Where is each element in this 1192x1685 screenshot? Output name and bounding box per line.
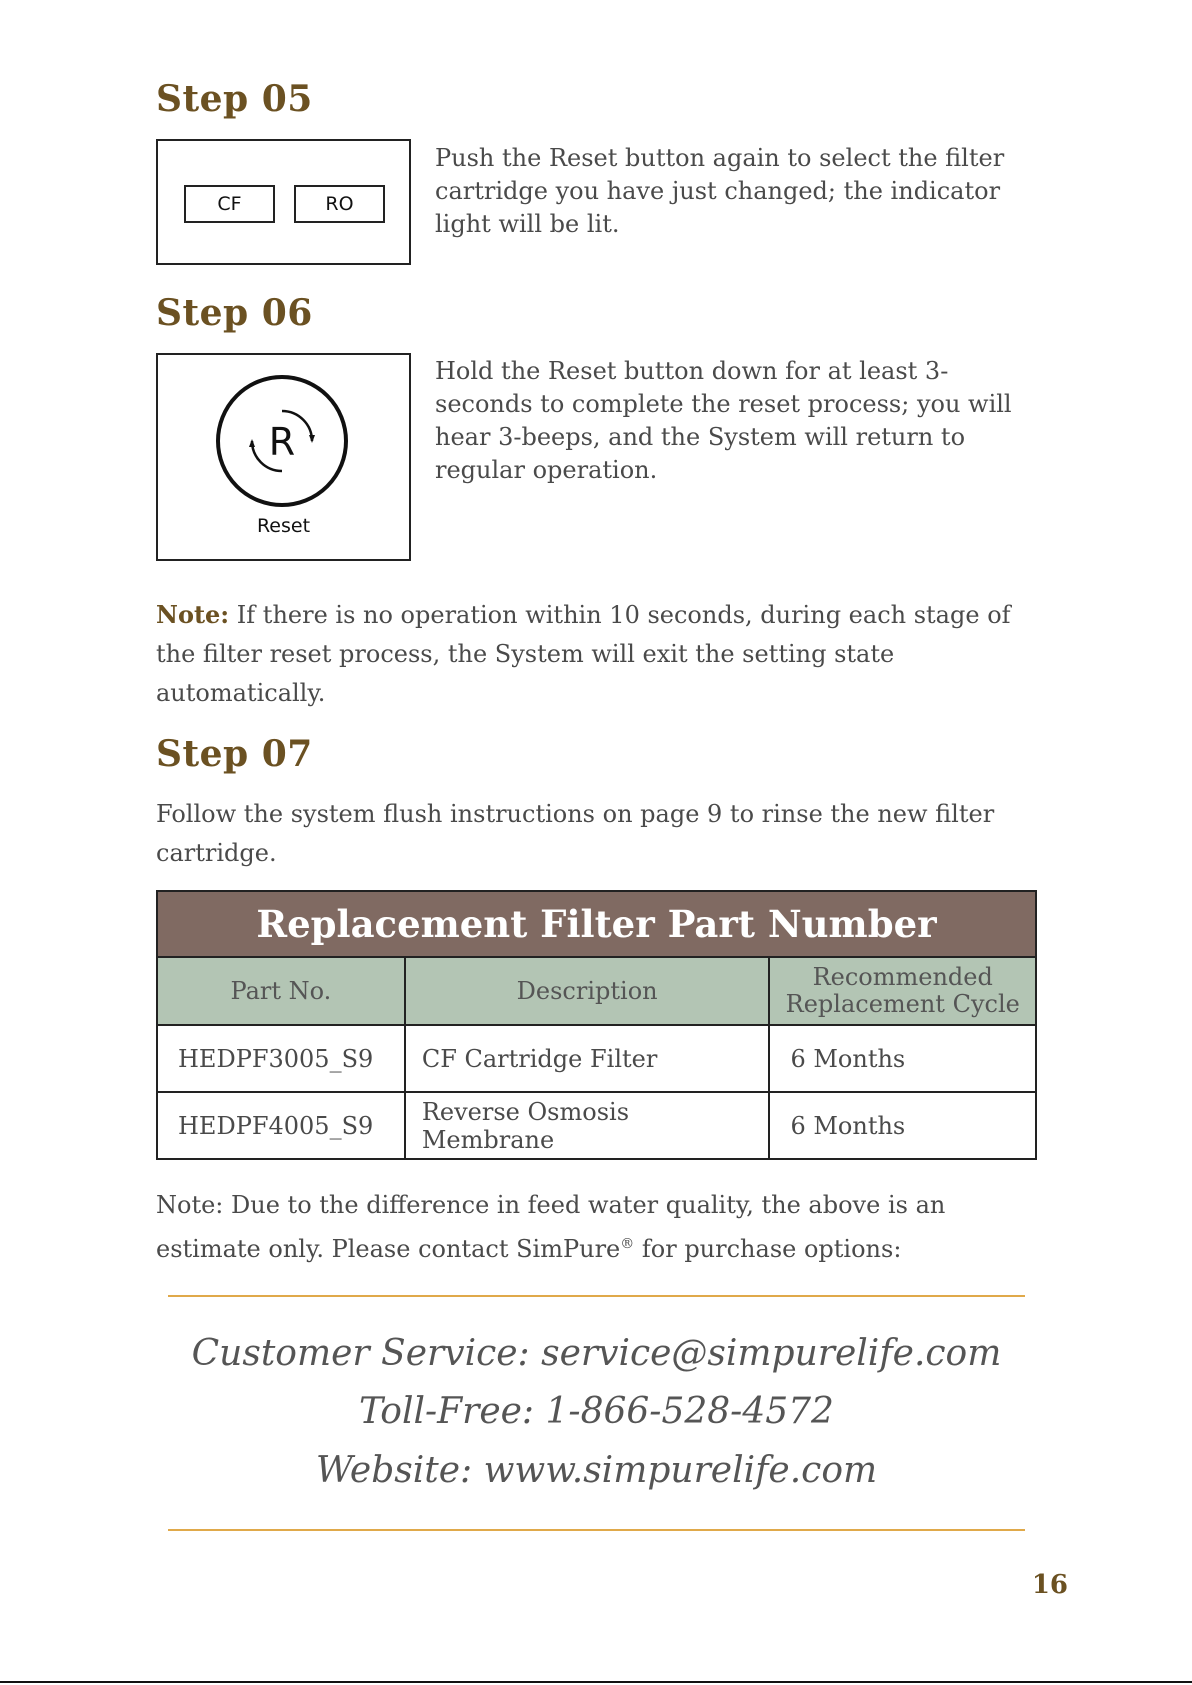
ro-indicator-button: RO <box>294 185 385 223</box>
page-bottom-border <box>0 1681 1192 1683</box>
customer-service: Customer Service: service@simpurelife.com <box>191 1333 1002 1374</box>
description-cell: CF Cartridge Filter <box>405 1025 770 1092</box>
divider-top <box>168 1295 1025 1297</box>
header-replacement-cycle: Recommended Replacement Cycle <box>769 957 1036 1025</box>
note2-text: Note: Due to the difference in feed water quality, the above is an estimate only. Please contact SimPure <box>156 1191 946 1263</box>
step05-text: Push the Reset button again to select the filter cartridge you have just changed; the indicator light will be lit. <box>435 144 1005 238</box>
replacement-filter-table <box>156 890 1037 1160</box>
divider-bottom <box>168 1529 1025 1531</box>
website: Website: www.simpurelife.com <box>315 1450 878 1491</box>
part-number-cell: HEDPF4005_S9 <box>157 1092 405 1159</box>
step07-text: Follow the system flush instructions on page 9 to rinse the new filter cartridge. <box>156 800 995 867</box>
note2-text-end: for purchase options: <box>634 1235 902 1263</box>
toll-free: Toll-Free: 1-866-528-4572 <box>359 1391 834 1432</box>
registered-mark: ® <box>620 1236 635 1252</box>
note-label: Note: <box>156 600 230 629</box>
cycle-cell: 6 Months <box>769 1025 1036 1092</box>
part-number-cell: HEDPF3005_S9 <box>157 1025 405 1092</box>
note-feed-water <box>156 1186 1036 1269</box>
description-cell: Reverse Osmosis Membrane <box>405 1092 770 1159</box>
reset-label: Reset <box>256 515 311 537</box>
step05-title: Step 05 <box>156 78 313 120</box>
note-no-operation <box>156 595 1046 713</box>
step07-title: Step 07 <box>156 733 313 775</box>
note-text: If there is no operation within 10 seconds, during each stage of the filter reset process, the System will exit the setting state automatically. <box>156 601 1011 707</box>
header-part-no: Part No. <box>157 957 405 1025</box>
step06-text: Hold the Reset button down for at least 3-seconds to complete the reset process; you will hear 3-beeps, and the System will return to regular operation. <box>435 357 1012 484</box>
reset-symbol: R <box>268 420 296 464</box>
table-row <box>157 1092 1036 1159</box>
table-row <box>157 1025 1036 1092</box>
step06-title: Step 06 <box>156 292 313 334</box>
reset-button-illustration <box>156 353 411 561</box>
cf-indicator-button: CF <box>184 185 275 223</box>
cycle-cell: 6 Months <box>769 1092 1036 1159</box>
page-number: 16 <box>1031 1570 1068 1600</box>
cf-ro-indicator-illustration <box>156 139 411 265</box>
header-description: Description <box>405 957 770 1025</box>
table-title: Replacement Filter Part Number <box>157 891 1036 957</box>
reset-circle-icon <box>214 373 350 509</box>
